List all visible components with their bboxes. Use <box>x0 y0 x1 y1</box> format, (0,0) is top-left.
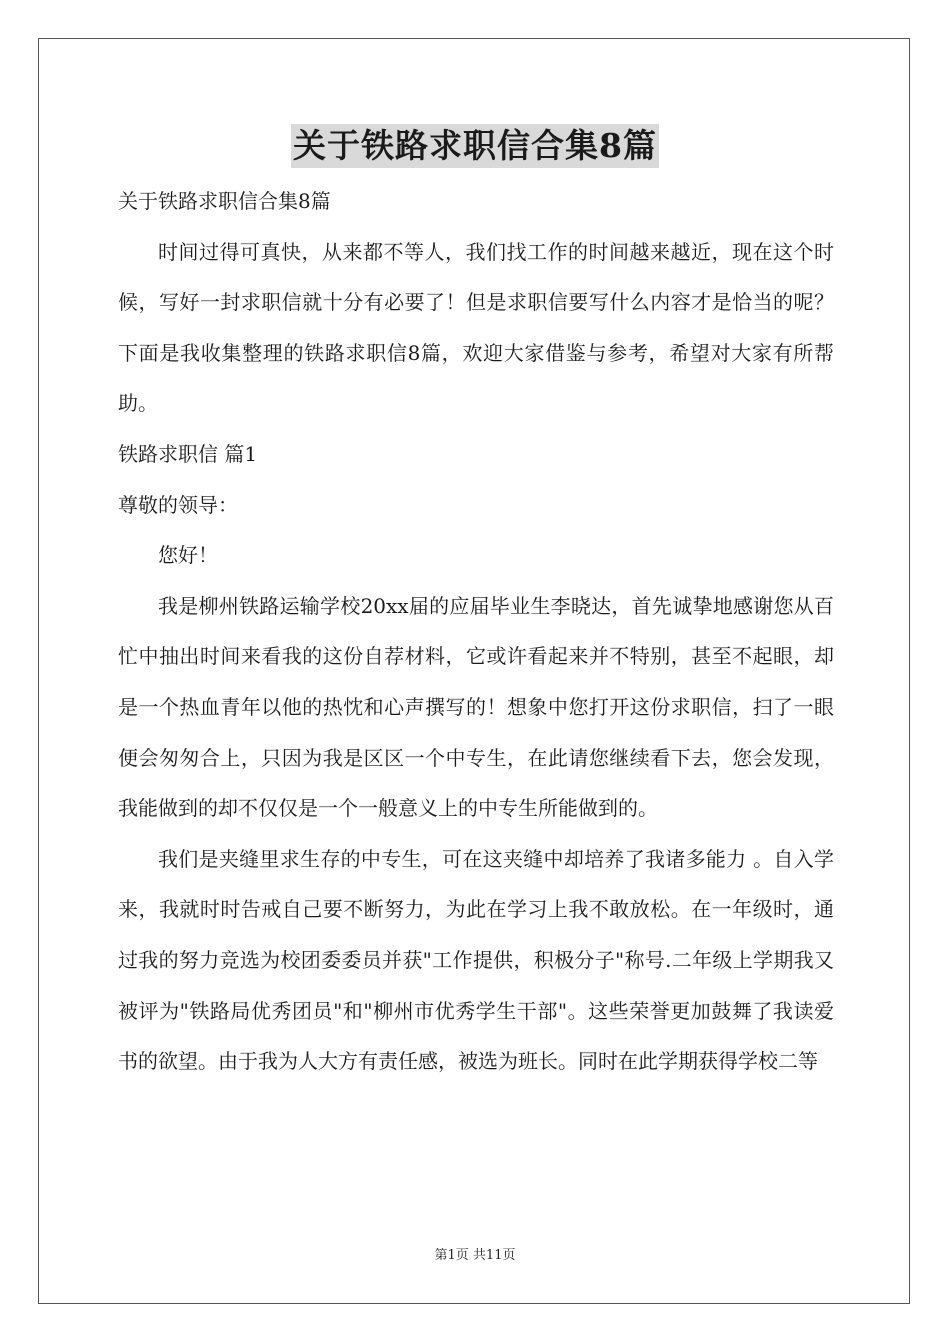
paragraph: 尊敬的领导： <box>118 492 238 517</box>
document-subtitle: 关于铁路求职信合集8篇 <box>118 189 331 213</box>
page-footer: 第1页 共11页 <box>434 1248 516 1263</box>
paragraph-list <box>118 227 834 1087</box>
paragraph: 您好！ <box>158 543 218 568</box>
paragraph: 铁路求职信 篇1 <box>118 441 258 466</box>
title-container <box>0 124 950 168</box>
document-title: 关于铁路求职信合集8篇 <box>291 124 659 168</box>
document-body <box>118 176 834 1087</box>
paragraph: 我们是夹缝里求生存的中专生，可在这夹缝中却培养了我诸多能力 。自入学来，我就时时告戒自己要不断努力，为此在学习上我不敢放松。在一年级时，通过我的努力竞选为校团委委员并获"工作提供，积极分子"称号.二年级上学期我又被评为"铁路局优秀团员"和"柳州市优秀学生干部"。这些荣誉更加鼓舞了我读爱书的欲望。由于我为人大方有责任感，被选为班长。同时在此学期获得学校二等 <box>118 846 834 1074</box>
paragraph: 时间过得可真快，从来都不等人，我们找工作的时间越来越近，现在这个时候，写好一封求职信就十分有必要了！但是求职信要写什么内容才是恰当的呢？下面是我收集整理的铁路求职信8篇，欢迎大家借鉴与参考，希望对大家有所帮助。 <box>118 239 834 416</box>
paragraph: 我是柳州铁路运输学校20xx届的应届毕业生李晓达，首先诚挚地感谢您从百忙中抽出时间来看我的这份自荐材料，它或许看起来并不特别，甚至不起眼，却是一个热血青年以他的热忱和心声撰写的！想象中您打开这份求职信，扫了一眼便会匆匆合上，只因为我是区区一个中专生，在此请您继续看下去，您会发现，我能做到的却不仅仅是一个一般意义上的中专生所能做到的。 <box>118 593 834 821</box>
